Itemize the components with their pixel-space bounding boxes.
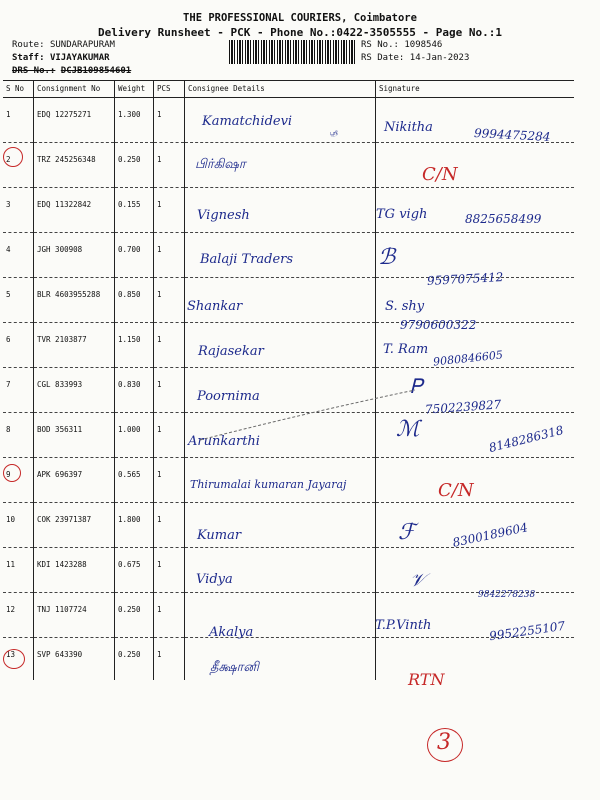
signature-phone-5: 9790600322 xyxy=(400,318,477,332)
table-row xyxy=(3,548,574,593)
signature-scribble-10: ℱ xyxy=(398,520,416,545)
runsheet-subtitle: Delivery Runsheet - PCK - Phone No.:0422-3505555 - Page No.:1 xyxy=(98,26,502,39)
drs-label: DRS No.: xyxy=(12,66,56,76)
circle-mark-row13 xyxy=(3,649,25,669)
cell-consignment: CGL 833993 xyxy=(34,368,115,413)
cell-weight: 0.565 xyxy=(115,458,154,503)
rs-date-line xyxy=(361,53,469,63)
cell-sno: 7 xyxy=(3,368,34,413)
cell-pcs: 1 xyxy=(154,143,185,188)
signature-phone-7: 7502239827 xyxy=(424,397,502,417)
cell-pcs: 1 xyxy=(154,548,185,593)
cell-pcs: 1 xyxy=(154,278,185,323)
signature-scribble-7: Ꮲ xyxy=(410,374,423,398)
cell-signature xyxy=(376,548,575,593)
signature-phone-8: 8148286318 xyxy=(487,422,565,456)
cell-pcs: 1 xyxy=(154,638,185,680)
cell-weight: 0.700 xyxy=(115,233,154,278)
cell-pcs: 1 xyxy=(154,98,185,143)
consignee-hw-10: Kumar xyxy=(197,528,242,543)
table-row xyxy=(3,638,574,680)
cell-pcs: 1 xyxy=(154,368,185,413)
cell-weight: 0.850 xyxy=(115,278,154,323)
signature-phone-6: 9080846605 xyxy=(432,348,504,369)
signature-phone-3: 8825658499 xyxy=(465,212,542,226)
status-mark-row2: C/N xyxy=(422,164,458,185)
page-mark: 3 xyxy=(437,730,451,755)
signature-phone-1: 9994475284 xyxy=(473,126,551,144)
cell-sno: 10 xyxy=(3,503,34,548)
cell-pcs: 1 xyxy=(154,188,185,233)
consignee-tamil-2: பிர்கிஷா xyxy=(195,157,246,172)
barcode xyxy=(229,40,356,64)
signature-scribble-8: ℳ xyxy=(396,417,420,442)
drs-line xyxy=(12,66,131,76)
consignee-hw-8: Arunkarthi xyxy=(188,434,260,449)
cell-pcs: 1 xyxy=(154,458,185,503)
consignee-hw-3: Vignesh xyxy=(197,208,250,223)
cell-consignment: EDQ 11322842 xyxy=(34,188,115,233)
stray-pen-line xyxy=(200,385,420,445)
cell-consignment: JGH 300908 xyxy=(34,233,115,278)
cell-sno: 11 xyxy=(3,548,34,593)
consignee-hw-5: Shankar xyxy=(187,299,243,314)
cell-consignment: TRZ 245256348 xyxy=(34,143,115,188)
cell-signature xyxy=(376,458,575,503)
col-pcs: PCS xyxy=(154,81,185,98)
cell-consignment: BOD 356311 xyxy=(34,413,115,458)
consignee-hw-1: Kamatchidevi xyxy=(202,114,293,129)
cell-consignment: APK 696397 xyxy=(34,458,115,503)
cell-weight: 1.800 xyxy=(115,503,154,548)
cell-signature xyxy=(376,143,575,188)
signature-name-1: Nikitha xyxy=(384,120,433,135)
cell-pcs: 1 xyxy=(154,593,185,638)
route-label: Route: xyxy=(12,40,45,50)
signature-phone-12: 9952255107 xyxy=(488,618,566,644)
consignee-hw-9: Thirumalai kumaran Jayaraj xyxy=(190,478,347,491)
cell-weight: 1.300 xyxy=(115,98,154,143)
signature-phone-10: 8300189604 xyxy=(451,520,529,550)
rs-no-value: 1098546 xyxy=(404,40,443,50)
rs-no-label: RS No.: xyxy=(361,40,399,50)
consignee-tamil-13: தீக்ஷானி xyxy=(210,660,259,675)
cell-sno: 6 xyxy=(3,323,34,368)
cell-weight: 1.150 xyxy=(115,323,154,368)
rs-date-value: 14-Jan-2023 xyxy=(409,53,470,63)
signature-phone-11: 9842278238 xyxy=(478,590,536,600)
consignee-hw-12: Akalya xyxy=(209,625,254,640)
signature-phone-4: 9597075412 xyxy=(426,270,504,288)
signature-scribble-4: ℬ xyxy=(378,245,396,270)
consignee-hw-4: Balaji Traders xyxy=(200,252,294,267)
staff-value: VIJAYAKUMAR xyxy=(49,53,110,63)
cell-consignment: TNJ 1107724 xyxy=(34,593,115,638)
cell-pcs: 1 xyxy=(154,503,185,548)
col-sno: S No xyxy=(3,81,34,98)
drs-value: DCJB109854601 xyxy=(60,66,132,76)
cell-weight: 0.250 xyxy=(115,638,154,680)
cell-weight: 0.675 xyxy=(115,548,154,593)
consignee-hw-6: Rajasekar xyxy=(198,344,264,359)
consignee-tamil-1: ஸ்ரீ xyxy=(330,130,338,137)
table-row xyxy=(3,143,574,188)
col-consignee: Consignee Details xyxy=(185,81,376,98)
cell-sno: 2 xyxy=(3,143,34,188)
cell-weight: 0.250 xyxy=(115,593,154,638)
cell-pcs: 1 xyxy=(154,233,185,278)
rs-no-line xyxy=(361,40,442,50)
cell-weight: 1.000 xyxy=(115,413,154,458)
col-signature: Signature xyxy=(376,81,575,98)
cell-consignment: SVP 643390 xyxy=(34,638,115,680)
col-consignment: Consignment No xyxy=(34,81,115,98)
route-value: SUNDARAPURAM xyxy=(49,40,115,50)
col-weight: Weight xyxy=(115,81,154,98)
cell-consignment: EDQ 12275271 xyxy=(34,98,115,143)
cell-signature xyxy=(376,638,575,680)
cell-sno: 9 xyxy=(3,458,34,503)
cell-sno: 13 xyxy=(3,638,34,680)
cell-weight: 0.155 xyxy=(115,188,154,233)
cell-sno: 12 xyxy=(3,593,34,638)
cell-consignment: COK 23971387 xyxy=(34,503,115,548)
consignee-hw-7: Poornima xyxy=(197,389,260,404)
signature-name-3: TG vigh xyxy=(376,207,428,222)
staff-label: Staff: xyxy=(12,53,45,63)
staff-line xyxy=(12,53,110,63)
signature-name-5: S. shy xyxy=(385,299,425,314)
status-mark-row9: C/N xyxy=(438,480,474,501)
cell-weight: 0.830 xyxy=(115,368,154,413)
signature-name-12: T.P.Vinth xyxy=(375,618,432,633)
cell-sno: 4 xyxy=(3,233,34,278)
cell-pcs: 1 xyxy=(154,413,185,458)
cell-sno: 3 xyxy=(3,188,34,233)
cell-pcs: 1 xyxy=(154,323,185,368)
cell-consignment: BLR 4603955288 xyxy=(34,278,115,323)
cell-sno: 5 xyxy=(3,278,34,323)
consignee-hw-11: Vidya xyxy=(196,572,233,587)
circle-mark-row9 xyxy=(3,464,21,482)
route-line xyxy=(12,40,115,50)
cell-sno: 8 xyxy=(3,413,34,458)
rs-date-label: RS Date: xyxy=(361,53,405,63)
signature-scribble-11: 𝒱 xyxy=(410,570,425,591)
cell-sno: 1 xyxy=(3,98,34,143)
table-header-row xyxy=(3,81,574,98)
cell-consignment: KDI 1423288 xyxy=(34,548,115,593)
cell-weight: 0.250 xyxy=(115,143,154,188)
circle-mark-row2 xyxy=(3,147,23,167)
status-mark-row13: RTN xyxy=(408,670,445,689)
signature-name-6: T. Ram xyxy=(383,342,429,357)
cell-consignment: TVR 2103877 xyxy=(34,323,115,368)
company-title: THE PROFESSIONAL COURIERS, Coimbatore xyxy=(183,12,417,24)
